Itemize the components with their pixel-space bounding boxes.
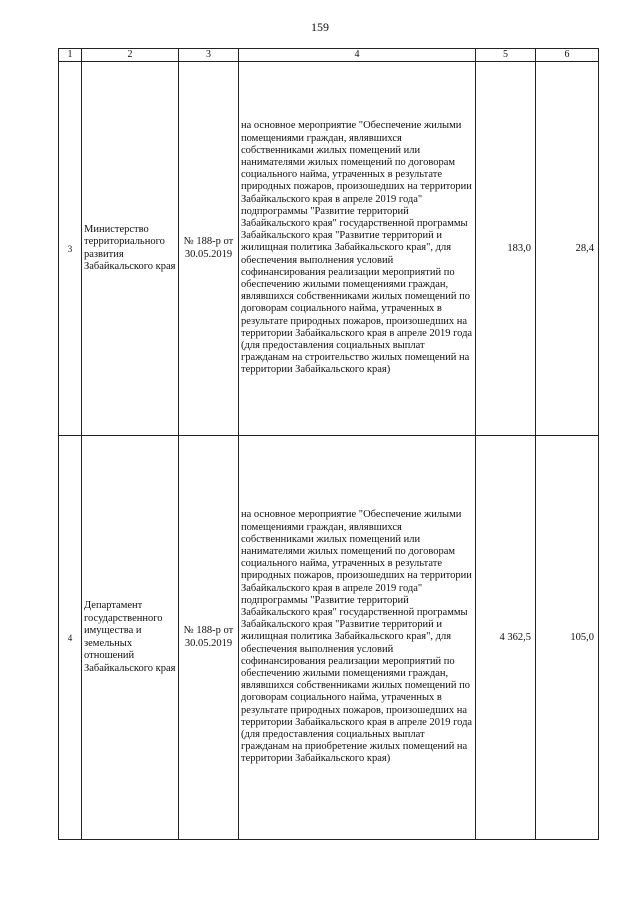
column-header: 5 [476,49,536,62]
table-row [59,436,599,840]
document-cell: № 188-р от 30.05.2019 [179,436,239,840]
table-row [59,62,599,436]
page-number: 159 [311,20,329,34]
amount-cell: 183,0 [476,62,536,436]
amount-cell: 28,4 [536,62,599,436]
purpose-cell: на основное мероприятие "Обеспечение жилыми помещениями граждан, являвшихся собственниками жилых помещений или нанимателями жилых помещений по договорам социального найма, утраченных в результате природных пожаров, произошедших на территории Забайкальского края в апреле 2019 года" подпрограммы "Развитие территорий Забайкальского края" государственной программы Забайкальского края "Развитие территорий и жилищная политика Забайкальского края", для обеспечения выполнения условий софинансирования реализации мероприятий по обеспечению жилыми помещениями граждан, являвшихся собственниками жилых помещений по договорам социального найма, утраченных в результате природных пожаров, произошедших на территории Забайкальского края в апреле 2019 года (для предоставления социальных выплат гражданам на строительство жилых помещений на территории Забайкальского края) [239,62,476,436]
allocation-table [58,48,599,840]
column-header: 6 [536,49,599,62]
row-number: 3 [59,62,82,436]
row-number: 4 [59,436,82,840]
amount-cell: 4 362,5 [476,436,536,840]
column-header: 4 [239,49,476,62]
header-row [59,49,599,62]
document-cell: № 188-р от 30.05.2019 [179,62,239,436]
column-header: 3 [179,49,239,62]
purpose-cell: на основное мероприятие "Обеспечение жилыми помещениями граждан, являвшихся собственниками жилых помещений или нанимателями жилых помещений по договорам социального найма, утраченных в результате природных пожаров, произошедших на территории Забайкальского края в апреле 2019 года" подпрограммы "Развитие территорий Забайкальского края" государственной программы Забайкальского края "Развитие территорий и жилищная политика Забайкальского края", для обеспечения выполнения условий софинансирования реализации мероприятий по обеспечению жилыми помещениями граждан, являвшихся собственниками жилых помещений по договорам социального найма, утраченных в результате природных пожаров, произошедших на территории Забайкальского края в апреле 2019 года (для предоставления социальных выплат гражданам на приобретение жилых помещений на территории Забайкальского края) [239,436,476,840]
organization-cell: Департамент государственного имущества и земельных отношений Забайкальского края [82,436,179,840]
column-header: 1 [59,49,82,62]
amount-cell: 105,0 [536,436,599,840]
organization-cell: Министерство территориального развития Забайкальского края [82,62,179,436]
column-header: 2 [82,49,179,62]
